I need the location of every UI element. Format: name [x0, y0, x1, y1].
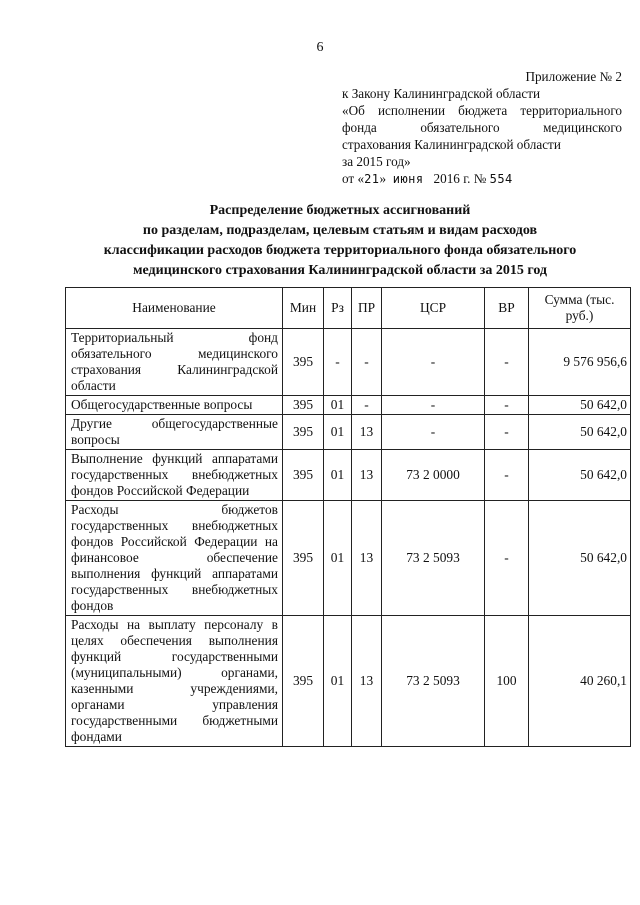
- row-min: 395: [283, 396, 324, 415]
- title-line-4: медицинского страхования Калининградской области за 2015 год: [132, 263, 548, 278]
- table-row: [66, 501, 631, 616]
- appendix-law-ref: к Закону Калининградской области: [342, 86, 541, 101]
- row-rz: 01: [324, 616, 352, 747]
- title-line-2: по разделам, подразделам, целевым статьям и видам расходов: [142, 223, 538, 238]
- row-vr: -: [485, 329, 529, 396]
- date-day: 21: [364, 172, 380, 186]
- appendix-law-title-1: «Об исполнении бюджета территориального: [342, 103, 622, 118]
- row-sum: 9 576 956,6: [529, 329, 631, 396]
- row-pr: -: [352, 329, 382, 396]
- row-name: Другие общегосударственные вопросы: [66, 415, 283, 450]
- row-min: 395: [283, 329, 324, 396]
- row-name: Общегосударственные вопросы: [66, 396, 283, 415]
- row-pr: 13: [352, 450, 382, 501]
- appendix-law-title-4: за 2015 год»: [342, 154, 411, 169]
- date-month: июня: [392, 172, 424, 186]
- row-csr: -: [382, 396, 485, 415]
- title-line-1: Распределение бюджетных ассигнований: [209, 203, 471, 218]
- table-row: [66, 616, 631, 747]
- row-name: Выполнение функций аппаратами государственных внебюджетных фондов Российской Федерации: [66, 450, 283, 501]
- row-vr: -: [485, 415, 529, 450]
- row-sum: 50 642,0: [529, 450, 631, 501]
- row-pr: -: [352, 396, 382, 415]
- date-number: 554: [489, 172, 513, 186]
- row-pr: 13: [352, 501, 382, 616]
- row-vr: -: [485, 396, 529, 415]
- row-rz: 01: [324, 396, 352, 415]
- document-title: [40, 201, 640, 281]
- row-min: 395: [283, 450, 324, 501]
- table-header-row: [66, 288, 631, 329]
- row-min: 395: [283, 616, 324, 747]
- row-csr: -: [382, 329, 485, 396]
- row-csr: 73 2 5093: [382, 616, 485, 747]
- page-number: 6: [316, 40, 324, 55]
- header-pr: ПР: [352, 288, 382, 329]
- row-sum: 50 642,0: [529, 396, 631, 415]
- appendix-date: [342, 170, 622, 188]
- table-row: [66, 450, 631, 501]
- appendix-header: [342, 68, 622, 188]
- row-csr: -: [382, 415, 485, 450]
- row-name: Расходы бюджетов государственных внебюджетных фондов Российской Федерации на финансовое обеспечение выполнения функций аппаратами государственных внебюджетных фондов: [66, 501, 283, 616]
- row-rz: 01: [324, 415, 352, 450]
- row-vr: -: [485, 450, 529, 501]
- header-csr: ЦСР: [382, 288, 485, 329]
- row-sum: 40 260,1: [529, 616, 631, 747]
- header-name: Наименование: [66, 288, 283, 329]
- row-vr: 100: [485, 616, 529, 747]
- row-sum: 50 642,0: [529, 415, 631, 450]
- date-mid: »: [379, 171, 387, 186]
- budget-table: [65, 287, 631, 747]
- row-min: 395: [283, 415, 324, 450]
- date-prefix: от «: [342, 171, 365, 186]
- appendix-number: Приложение № 2: [525, 69, 622, 84]
- row-csr: 73 2 0000: [382, 450, 485, 501]
- row-pr: 13: [352, 415, 382, 450]
- row-pr: 13: [352, 616, 382, 747]
- header-vr: ВР: [485, 288, 529, 329]
- header-sum: Сумма (тыс. руб.): [529, 288, 631, 329]
- header-min: Мин: [283, 288, 324, 329]
- row-min: 395: [283, 501, 324, 616]
- row-rz: 01: [324, 501, 352, 616]
- date-year: 2016 г. №: [433, 171, 487, 186]
- table-row: [66, 396, 631, 415]
- table-row: [66, 329, 631, 396]
- row-csr: 73 2 5093: [382, 501, 485, 616]
- row-name: Территориальный фонд обязательного медицинского страхования Калининградской области: [66, 329, 283, 396]
- header-rz: Рз: [324, 288, 352, 329]
- appendix-law-title-3: страхования Калининградской области: [342, 137, 561, 152]
- row-vr: -: [485, 501, 529, 616]
- row-name: Расходы на выплату персоналу в целях обеспечения выполнения функций государственными (муниципальными) органами, казенными учреждениями, органами управления государственными бюджетными фондами: [66, 616, 283, 747]
- row-rz: -: [324, 329, 352, 396]
- row-rz: 01: [324, 450, 352, 501]
- appendix-law-title-2: фонда обязательного медицинского: [342, 120, 622, 135]
- table-row: [66, 415, 631, 450]
- title-line-3: классификации расходов бюджета территориального фонда обязательного: [103, 243, 577, 258]
- row-sum: 50 642,0: [529, 501, 631, 616]
